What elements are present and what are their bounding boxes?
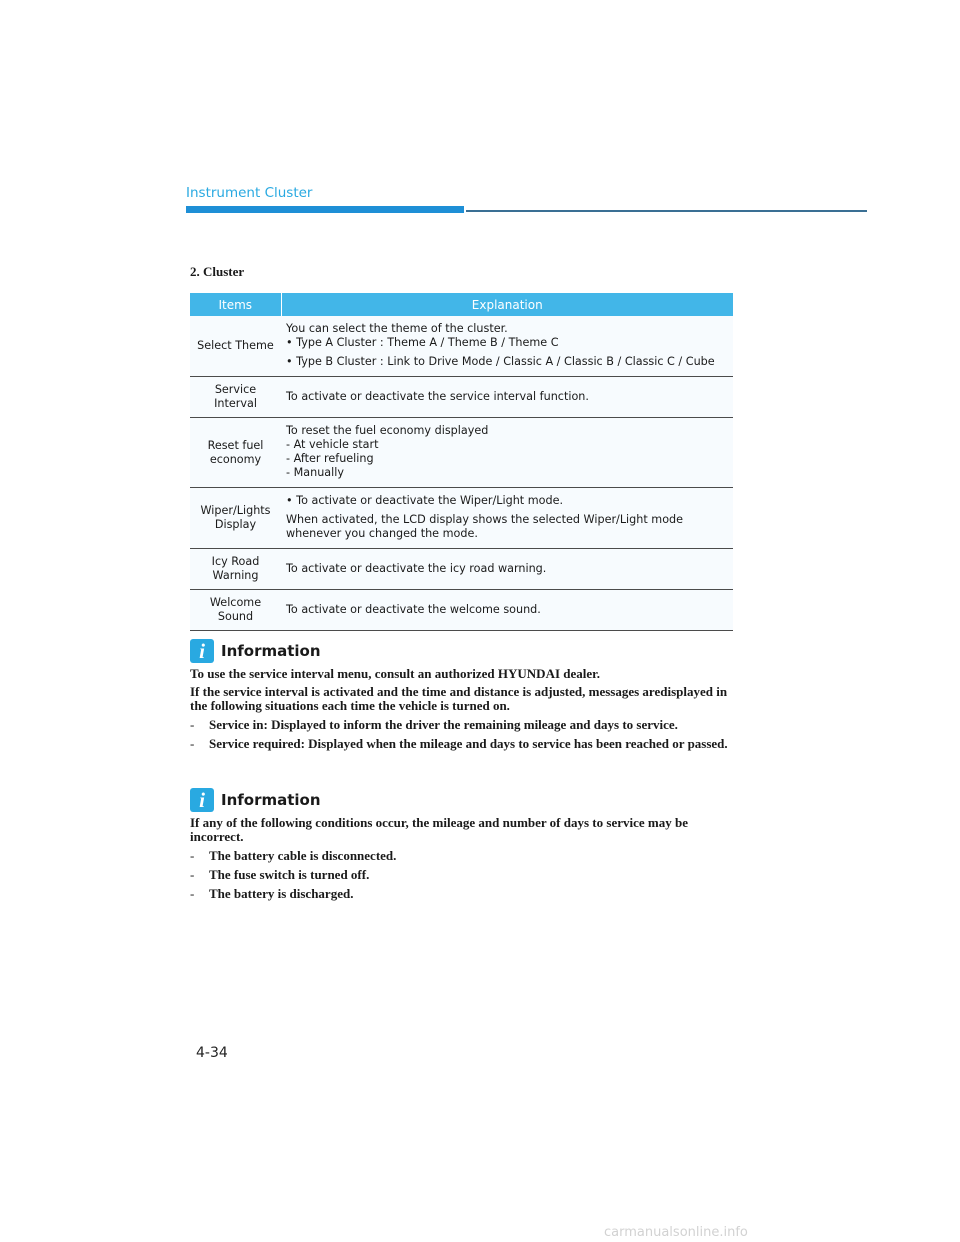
- list-item-text: The fuse switch is turned off.: [209, 867, 370, 882]
- explanation-line: To reset the fuel economy displayed: [286, 424, 489, 437]
- list-item-text: The battery cable is disconnected.: [209, 848, 397, 863]
- list-item: [190, 737, 738, 751]
- list-item: [190, 868, 738, 882]
- cluster-settings-table: [190, 293, 733, 631]
- information-paragraph: To use the service interval menu, consult an authorized HYUNDAI dealer.: [190, 666, 600, 681]
- section-title: Instrument Cluster: [186, 185, 313, 201]
- table-header-row: [190, 293, 733, 316]
- list-item-text: Service required: Displayed when the mileage and days to service has been reached or passed.: [209, 736, 728, 751]
- list-item: [190, 718, 738, 732]
- explanation-line: To activate or deactivate the service interval function.: [286, 389, 589, 403]
- explanation-line: - After refueling: [286, 452, 374, 465]
- page-number: 4-34: [196, 1045, 228, 1061]
- row-explanation: [281, 549, 733, 590]
- list-item-text: The battery is discharged.: [209, 886, 354, 901]
- information-box-conditions: [190, 788, 738, 901]
- row-item: Select Theme: [190, 316, 281, 377]
- column-header-items: Items: [190, 293, 281, 316]
- table-row: [190, 488, 733, 549]
- explanation-line: • Type B Cluster : Link to Drive Mode / Classic A / Classic B / Classic C / Cube: [286, 355, 715, 368]
- information-paragraph: If any of the following conditions occur, the mileage and number of days to service may be incorrect.: [190, 815, 688, 844]
- explanation-line: To activate or deactivate the icy road warning.: [286, 561, 547, 575]
- row-item: Service Interval: [190, 377, 281, 418]
- list-item-text: Service in: Displayed to inform the driver the remaining mileage and days to service.: [209, 717, 678, 732]
- row-explanation: [281, 488, 733, 549]
- information-list: [190, 718, 738, 751]
- explanation-line: - At vehicle start: [286, 438, 379, 451]
- table-row: [190, 590, 733, 631]
- information-title: Information: [221, 642, 321, 660]
- explanation-line: When activated, the LCD display shows the selected Wiper/Light mode whenever you changed the mode.: [286, 513, 684, 540]
- explanation-line: To activate or deactivate the welcome sound.: [286, 602, 541, 616]
- information-heading: [190, 788, 738, 812]
- information-title: Information: [221, 791, 321, 809]
- table-row: [190, 549, 733, 590]
- information-heading: [190, 639, 738, 663]
- dash-bullet: -: [190, 736, 195, 751]
- row-explanation: [281, 316, 733, 377]
- information-paragraph: If the service interval is activated and the time and distance is adjusted, messages aredisplayed in the following situations each time the vehicle is turned on.: [190, 684, 728, 713]
- explanation-line: - Manually: [286, 466, 344, 479]
- header-rule-thick: [186, 206, 464, 213]
- row-explanation: [281, 418, 733, 488]
- information-list: [190, 849, 738, 901]
- information-box-service-interval: [190, 639, 738, 751]
- dash-bullet: -: [190, 848, 195, 863]
- table-row: [190, 316, 733, 377]
- dash-bullet: -: [190, 867, 195, 882]
- subheading: 2. Cluster: [190, 264, 245, 279]
- row-item: Welcome Sound: [190, 590, 281, 631]
- header-rule-thin: [466, 210, 867, 212]
- explanation-line: You can select the theme of the cluster.: [286, 322, 508, 335]
- dash-bullet: -: [190, 886, 195, 901]
- row-item: Reset fuel economy: [190, 418, 281, 488]
- info-icon: i: [190, 639, 214, 663]
- row-item: Wiper/Lights Display: [190, 488, 281, 549]
- table-row: [190, 377, 733, 418]
- list-item: [190, 849, 738, 863]
- column-header-explanation: Explanation: [281, 293, 733, 316]
- info-icon: i: [190, 788, 214, 812]
- watermark: carmanualsonline.info: [604, 1225, 748, 1240]
- table-row: [190, 418, 733, 488]
- row-item: Icy Road Warning: [190, 549, 281, 590]
- row-explanation: [281, 590, 733, 631]
- dash-bullet: -: [190, 717, 195, 732]
- row-explanation: [281, 377, 733, 418]
- explanation-line: • To activate or deactivate the Wiper/Light mode.: [286, 494, 564, 507]
- list-item: [190, 887, 738, 901]
- explanation-line: • Type A Cluster : Theme A / Theme B / Theme C: [286, 336, 559, 349]
